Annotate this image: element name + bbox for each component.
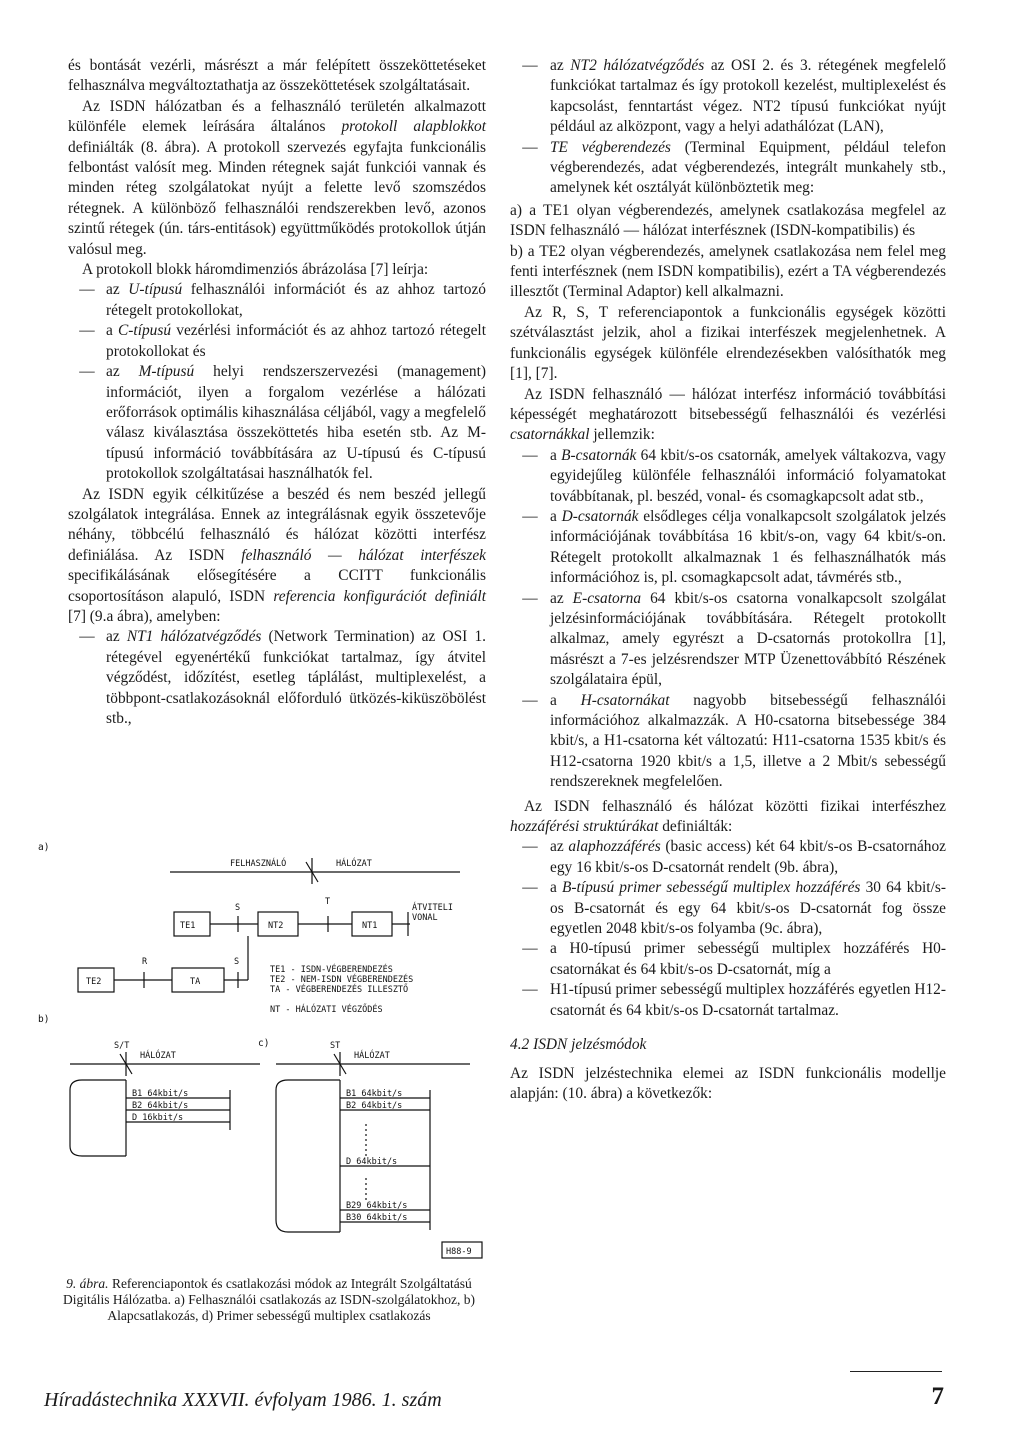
left-column <box>68 56 486 729</box>
paragraph: Az ISDN jelzéstechnika elemei az ISDN funkcionális modellje alapján: (10. ábra) a következők: <box>510 1064 946 1102</box>
footer-rule <box>850 1371 942 1372</box>
paragraph: Az ISDN felhasználó és hálózat közötti fizikai interfészhez hozzáférési struktúrákat definiálták: <box>510 797 946 836</box>
list-item: — a H-csatornákat nagyobb bitsebességű felhasználói információhoz alkalmazzák. A H0-csatorna bitsebessége 384 kbit/s, a H1-csatorna két változatú: H11-csatorna 1535 kbit/s és H12-csatorna 1920 kbit/s a 1,5, illetve a 2 Mbit/s sebességű rendszereknek megfelelően. <box>522 691 946 791</box>
paragraph: A protokoll blokk háromdimenziós ábrázolása [7] leírja: <box>82 261 429 279</box>
figure-text: NT2 <box>268 921 284 931</box>
figure-9-diagram <box>30 840 490 1280</box>
figure-row: B29 64kbit/s <box>346 1201 408 1211</box>
paragraph: b) a TE2 olyan végberendezés, amelynek csatlakozása nem felel meg fenti interfésznek (nem ISDN kompatibilis), ezért a TA végberendezés illesztőt (Terminal Adaptor) kell alkalmazni. <box>510 242 946 301</box>
figure-text: TE2 <box>86 977 102 987</box>
figure-legend: NT - HÁLÓZATI VÉGZŐDÉS <box>270 1005 383 1015</box>
list-item: — az NT2 hálózatvégződés az OSI 2. és 3. rétegének megfelelő funkciókat tartalmaz és így protokoll kezelést, multiplexelést és kapcsolást, fenntartást végez. NT2 típusú funkciókat nyújt például az alközpont, vagy a helyi adathálózat (LAN), <box>522 57 946 136</box>
paragraph: Az R, S, T referenciapontok a funkcionális egységek közötti szétválasztást jelzik, ahol a fizikai interfészek megjelenhetnek. A funkcionális egységek különféle elrendezésekben valósíthatók meg [1], [7]. <box>510 303 946 383</box>
figure-text: ST <box>330 1041 341 1051</box>
figure-legend: TE1 - ISDN-VÉGBERENDEZÉS <box>270 965 393 975</box>
list-item: — a C-típusú vezérlési információt és az ahhoz tartozó rétegelt protokollokat és <box>79 322 486 360</box>
figure-text: HÁLÓZAT <box>140 1051 176 1061</box>
figure-row: B2 64kbit/s <box>132 1101 189 1111</box>
paragraph: Az ISDN felhasználó — hálózat interfész információ továbbítási képességét meghatározott bitsebességű felhasználói és vezérlési csatornákkal jellemzik: <box>510 385 946 444</box>
page-footer <box>44 1383 944 1419</box>
figure-row: B1 64kbit/s <box>132 1089 189 1099</box>
list-item: — H1-típusú primer sebességű multiplex hozzáférés egyetlen H12-csatornát és 64 kbit/s-os D-csatornát tartalmaz. <box>522 981 946 1019</box>
paragraph: a) a TE1 olyan végberendezés, amelynek csatlakozása megfelel az ISDN felhasználó — hálózat interfésznek (ISDN-kompatibilis) és <box>510 201 946 240</box>
list-item: — az M-típusú helyi rendszerszervezési (management) információt, ilyen a forgalom vezérlése a hálózati erőforrások optimális kihasználása céljából, vagy a megfelelő válasz kiválasztása összeköttetés hiba esetén stb. Az M-típusú információ továbbítására az U-típusú és C-típusú protokollok szolgáltatásai használhatók fel. <box>79 363 486 483</box>
figure-row: D 64kbit/s <box>346 1157 398 1167</box>
figure-text: HÁLÓZAT <box>354 1051 390 1061</box>
figure-legend: TA - VÉGBERENDEZÉS ILLESZTŐ <box>270 985 409 995</box>
list-item: — a B-csatornák 64 kbit/s-os csatornák, amelyek váltakozva, vagy egyidejűleg különféle felhasználói információ folyamatokat továbbítanak, pl. beszéd, vonal- és csomagkapcsolt adat stb., <box>522 446 946 505</box>
journal-title: Híradástechnika XXXVII. évfolyam 1986. 1. szám <box>44 1389 442 1411</box>
figure-text: TE1 <box>180 921 196 931</box>
figure-row: B30 64kbit/s <box>346 1213 408 1223</box>
figure-text: S <box>235 903 241 913</box>
figure-text: T <box>325 897 331 907</box>
figure-text: S/T <box>114 1041 130 1051</box>
right-column <box>510 56 946 1104</box>
paragraph: Az ISDN hálózatban és a felhasználó területén alkalmazott különféle elemek leírására általános protokoll alapblokkot definiálták (8. ábra). A protokoll szervezés egyfajta funkcionális felbontást valósít meg. Minden rétegnek saját funkciói vannak és minden réteg szolgálatokat nyújt a felette levő szomszédos rétegnek. A különböző felhasználói rendszerekben levő, azonos szintű rétegek (ún. társ-entitások) együttműködés protokollok útján valósul meg. <box>68 97 486 258</box>
list-item: — az U-típusú felhasználói információt és az ahhoz tartozó rétegelt protokollokat, <box>79 281 487 319</box>
paragraph: Az ISDN egyik célkitűzése a beszéd és nem beszéd jellegű szolgálatok integrálása. Ennek az integrálásnak egyik összetevője néhány, többcélú felhasználó és hálózat közötti interfész definiálása. Az ISDN felhasználó — hálózat interfészek specifikálásának elősegítésére a CCITT funkcionális csoportosításon alapuló, ISDN referencia konfigurációt definiált [7] (9.a ábra), amelyben: <box>68 485 487 625</box>
figure-code: H88-9 <box>446 1247 472 1257</box>
figure-text: NT1 <box>362 921 378 931</box>
figure-text: HÁLÓZAT <box>336 859 372 869</box>
list-item: — a D-csatornák elsődleges célja vonalkapcsolt szolgálatok jelzés információjának továbbítása 16 kbit/s-on, vagy 64 kbit/s-on. Rétegelt protokollt alkalmaznak 1 és felhasználhatók más információhoz is, pl. csomagkapcsolt adat, távmérés stb., <box>522 507 946 587</box>
figure-label-a: a) <box>38 842 50 853</box>
list-item: — TE végberendezés (Terminal Equipment, például telefon végberendezés, adat végberendezés, integrált munkahely stb., amelynek két osztályát különböztetik meg: <box>522 138 947 197</box>
figure-label-c: c) <box>258 1038 270 1049</box>
paragraph: és bontását vezérli, másrészt a már felépített összeköttetéseket felhasználva megváltoztathatja az összeköttetések szolgáltatásait. <box>68 57 486 95</box>
page-number: 7 <box>931 1383 944 1410</box>
figure-caption: 9. ábra. Referenciapontok és csatlakozási módok az Integrált Szolgáltatású Digitális Hálózatba. a) Felhasználói csatlakozás az ISDN-szolgálatokhoz, b) Alapcsatlakozás, d) Primer sebességű multiplex csatlakozás <box>63 1276 475 1323</box>
figure-text: S <box>234 957 240 967</box>
figure-row: B2 64kbit/s <box>346 1101 403 1111</box>
list-item: — a B-típusú primer sebességű multiplex hozzáférés 30 64 kbit/s-os B-csatornát és egy 64 kbit/s-os D-csatornát fog össze egyetlen 2048 kbit/s-os folyamba (9c. ábra), <box>522 879 946 938</box>
figure-text: R <box>142 957 148 967</box>
list-item: — a H0-típusú primer sebességű multiplex hozzáférés H0-csatornákat és 64 kbit/s-os D-csatornát, míg a <box>522 940 946 978</box>
figure-text: TA <box>190 977 201 987</box>
section-heading: 4.2 ISDN jelzésmódok <box>510 1036 647 1054</box>
figure-text: ÁTVITELI <box>412 903 453 913</box>
figure-row: B1 64kbit/s <box>346 1089 403 1099</box>
figure-row: D 16kbit/s <box>132 1113 184 1123</box>
figure-label-b: b) <box>38 1014 50 1025</box>
figure-legend: TE2 - NEM-ISDN VÉGBERENDEZÉS <box>270 975 414 985</box>
figure-text: VONAL <box>412 913 438 923</box>
figure-text: FELHASZNÁLÓ <box>230 859 287 869</box>
list-item: — az NT1 hálózatvégződés (Network Termination) az OSI 1. rétegével egyenértékű funkciókat tartalmaz, így átvitel végződést, időzítést, esetleg táplálást, multiplexelést, a többpont-csatlakozásoknál előforduló ütközés-kiküszöbölést stb., <box>79 628 486 727</box>
list-item: — az alaphozzáférés (basic access) két 64 kbit/s-os B-csatornához egy 16 kbit/s-os D-csatornát rendelt (9b. ábra), <box>522 838 946 876</box>
list-item: — az E-csatorna 64 kbit/s-os csatorna vonalkapcsolt szolgálat jelzésinformációjának továbbítására. Rétegelt protokollt alkalmaz, amely egyrészt a D-csatornás protokollra [1], másrészt a 7-es jelzésrendszer MTP Üzenettovábbító Részének szolgálataira épül, <box>522 589 946 689</box>
